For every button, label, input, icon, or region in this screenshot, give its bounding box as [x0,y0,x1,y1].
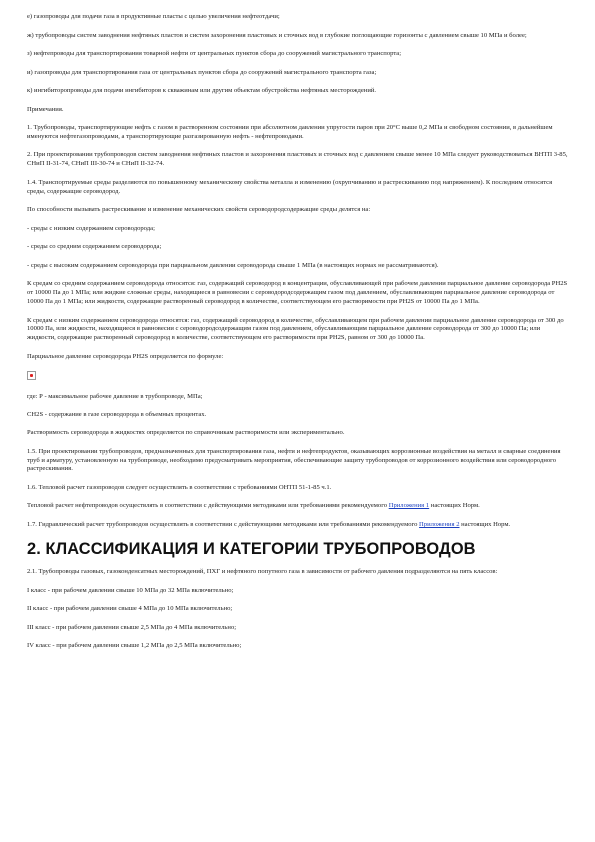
list-item: - среды со средним содержанием сероводорода; [27,243,162,251]
paragraph: 1.5. При проектировании трубопроводов, предназначенных для транспортирования газа, нефти и нефтепродуктов, оказывающих коррозионные воздействия на металл и сварные соединения труб и арматуру, установленную на трубопроводе, необходимо предусматривать мероприятия, обеспечивающие защиту трубопроводов от коррозионного воздействия или сероводородного растрескивания. [27,447,561,473]
paragraph-text: настоящих Норм. [459,520,511,528]
broken-image-icon [27,371,36,380]
list-item: IV класс - при рабочем давлении свыше 1,2 МПа до 2,5 МПа включительно; [27,642,242,650]
list-item: - среды с высоким содержанием сероводорода при парциальном давлении сероводорода свыше 1 МПа (в настоящих нормах не рассматриваются). [27,261,439,269]
appendix-2-link[interactable]: Приложения 2 [419,520,460,528]
paragraph: з) нефтепроводы для транспортирования товарной нефти от центральных пунктов сбора до сооружений магистрального транспорта; [27,50,402,57]
list-item: II класс - при рабочем давлении свыше 4 МПа до 10 МПа включительно; [27,605,233,613]
list-item: - среды с низким содержанием сероводорода; [27,224,155,232]
paragraph: 1.6. Тепловой расчет газопроводов следует осуществлять в соответствии с требованиями ОНТП 51-1-85 ч.1. [27,483,332,491]
paragraph: По способности вызывать растрескивание и изменение механических свойств сероводородсодержащие среды делятся на: [27,206,371,214]
paragraph-text: настоящих Норм. [429,502,480,510]
appendix-1-link[interactable]: Приложения 1 [388,502,430,510]
paragraph: ж) трубопроводы систем заводнения нефтяных пластов и систем захоронения пластовых и сточных вод в глубокие поглощающие горизонты с давлением свыше 10 МПа и более; [27,31,527,39]
paragraph: К средам со средним содержанием сероводорода относятся: газ, содержащий сероводород в концентрации, обуславливающей при рабочем давлении парциальное давление сероводорода PH2S от 10000 Па до 1 МПа; или жидкие сложные среды, находящиеся в равновесии с сероводородсодержащим газом под давлением, обуславливающим парциальное давление сероводорода от 10000 Па до 1 МПа; или жидкости, содержащие растворенный сероводород в количестве, соответствующем его растворимости при PH2S от 10000 Па до 1 МПа. [27,280,568,306]
paragraph: е) газопроводы для подачи газа в продуктивные пласты с целью увеличения нефтеотдачи; [27,13,280,20]
formula-image-row [27,371,568,380]
paragraph: 1. Трубопроводы, транспортирующие нефть с газом в растворенном состоянии при абсолютном давлении упругости паров при 20°С выше 0,2 МПа и свободном состоянии, в дальнейшем именуются нефтегазопроводами, а транспортирующие разгазированную нефть - нефтепроводами. [27,124,553,140]
paragraph: 2. При проектировании трубопроводов систем заводнения нефтяных пластов и захоронения пластовых и сточных вод с давлением свыше менее 10 МПа следует руководствоваться ВНТП 3-85, СНиП II-31-74, СНиП III-30-74 и СНиП II-32-74. [27,151,568,168]
paragraph: и) газопроводы для транспортирования газа от центральных пунктов сбора до сооружений магистрального транспорта газа; [27,68,377,76]
paragraph-text: Тепловой расчет нефтепроводов осуществлять в соответствии с действующими методиками или требованиями рекомендуемого [27,502,389,510]
paragraph: CH2S - содержание в газе сероводорода в объемных процентах. [27,410,207,418]
paragraph: Парциальное давление сероводорода PH2S определяется по формуле: [27,352,224,360]
paragraph: 2.1. Трубопроводы газовых, газоконденсатных месторождений, ПХГ и нефтяного попутного газа в зависимости от рабочего давления подразделяются на пять классов: [27,568,498,576]
paragraph: к) ингибиторопроводы для подачи ингибиторов к скважинам или другим объектам обустройства нефтяных месторождений. [27,87,377,94]
paragraph: 1.4. Транспортируемые среды разделяются по повышенному механическому свойства металла и изменению (охрупчиванию и растрескиванию под напряжением). К последним относятся среды, содержащие сероводород. [27,178,553,195]
paragraph [27,521,568,530]
paragraph: Растворимость сероводорода в жидкостях определяется по справочникам растворимости или экспериментально. [27,429,345,437]
paragraph-text: 1.7. Гидравлический расчет трубопроводов осуществлять в соответствии с действующими методиками или требованиями рекомендуемого [27,520,420,528]
list-item: I класс - при рабочем давлении свыше 10 МПа до 32 МПа включительно; [27,586,234,594]
list-item: III класс - при рабочем давлении свыше 2,5 МПа до 4 МПа включительно; [27,623,237,631]
section-heading: 2. КЛАССИФИКАЦИЯ И КАТЕГОРИИ ТРУБОПРОВОДОВ [27,540,476,559]
paragraph [27,502,568,511]
paragraph: К средам с низким содержанием сероводорода относятся: газ, содержащий сероводород в количестве, обуславливающем при рабочем давлении парциальное давление сероводорода от 300 до 10000 Па, или жидкости, находящиеся в равновесии с сероводородсодержащим газом под давлением, обуславливающим парциальное давление сероводорода от 300 до 10000 Па; или жидкости, содержащие растворенный сероводород в количестве, соответствующем его растворимости при PH2S, равном от 300 до 10000 Па. [27,316,564,342]
paragraph: где: Р - максимальное рабочее давление в трубопроводе, МПа; [27,393,203,401]
notes-heading: Примечания. [27,105,64,113]
